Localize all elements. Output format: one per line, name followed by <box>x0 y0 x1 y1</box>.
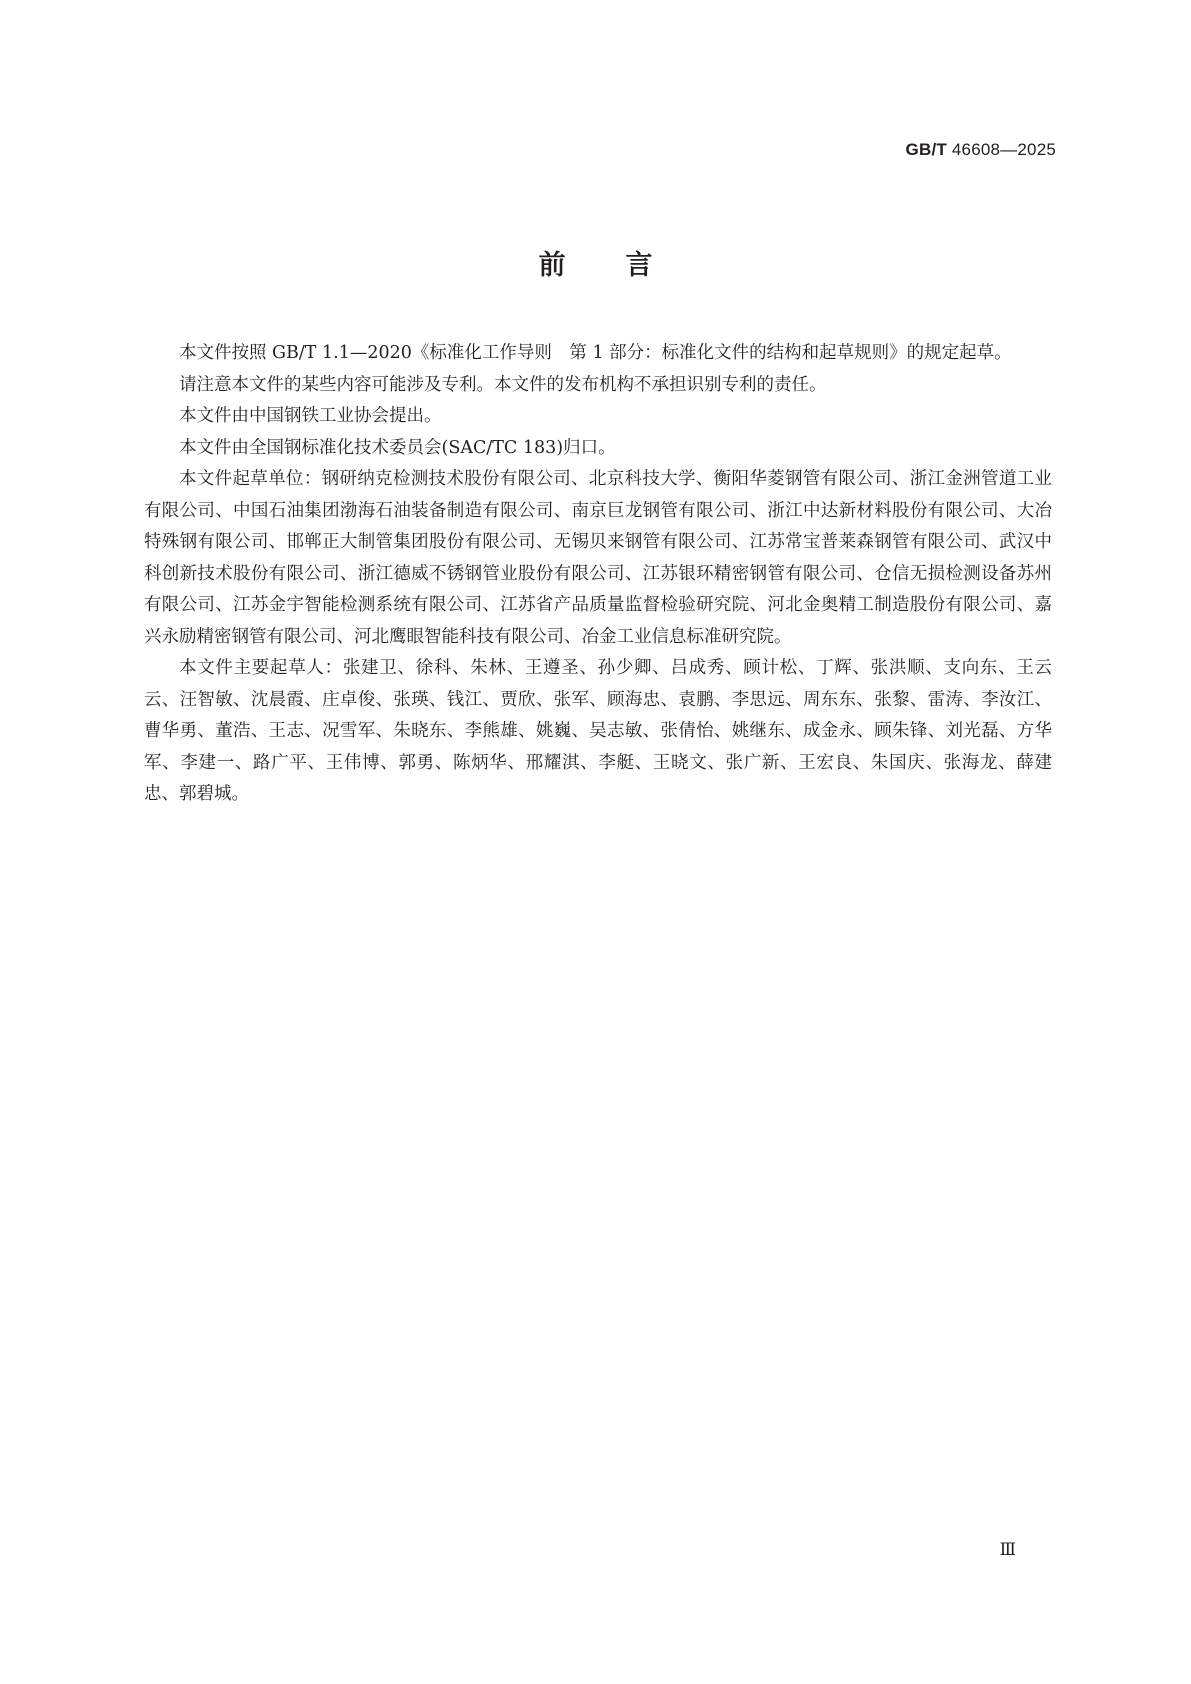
document-code-number: 46608—2025 <box>951 140 1056 159</box>
paragraph-drafters: 本文件主要起草人：张建卫、徐科、朱林、王遵圣、孙少卿、吕成秀、顾计松、丁辉、张洪顺、支向东、王云云、汪智敏、沈晨霞、庄卓俊、张瑛、钱江、贾欣、张军、顾海忠、袁鹏、李思远、周东东、张黎、雷涛、李汝江、曹华勇、董浩、王志、况雪军、朱晓东、李熊雄、姚巍、吴志敏、张倩怡、姚继东、成金永、顾朱锋、刘光磊、方华军、李建一、路广平、王伟博、郭勇、陈炳华、邢耀淇、李艇、王晓文、张广新、王宏良、朱国庆、张海龙、薛建忠、郭碧城。 <box>144 658 1052 804</box>
paragraph-drafting-rules: 本文件按照 GB/T 1.1—2020《标准化工作导则 第 1 部分：标准化文件的结构和起草规则》的规定起草。 <box>179 343 1012 363</box>
page-title: 前言 <box>538 250 713 281</box>
paragraph-patent-notice: 请注意本文件的某些内容可能涉及专利。本文件的发布机构不承担识别专利的责任。 <box>179 374 827 395</box>
document-code <box>906 140 1056 160</box>
foreword-body <box>144 338 1052 811</box>
paragraph-proposer: 本文件由中国钢铁工业协会提出。 <box>179 406 442 426</box>
paragraph-drafting-organizations: 本文件起草单位：钢研纳克检测技术股份有限公司、北京科技大学、衡阳华菱钢管有限公司、浙江金洲管道工业有限公司、中国石油集团渤海石油装备制造有限公司、南京巨龙钢管有限公司、浙江中达新材料股份有限公司、大冶特殊钢有限公司、邯郸正大制管集团股份有限公司、无锡贝来钢管有限公司、江苏常宝普莱森钢管有限公司、武汉中科创新技术股份有限公司、浙江德威不锈钢管业股份有限公司、江苏银环精密钢管有限公司、仓信无损检测设备苏州有限公司、江苏金宇智能检测系统有限公司、江苏省产品质量监督检验研究院、河北金奥精工制造股份有限公司、嘉兴永励精密钢管有限公司、河北鹰眼智能科技有限公司、冶金工业信息标准研究院。 <box>144 469 1052 647</box>
page-number: Ⅲ <box>999 1540 1016 1560</box>
paragraph-technical-committee: 本文件由全国钢标准化技术委员会(SAC/TC 183)归口。 <box>179 437 616 458</box>
document-code-prefix: GB/T <box>905 140 947 159</box>
